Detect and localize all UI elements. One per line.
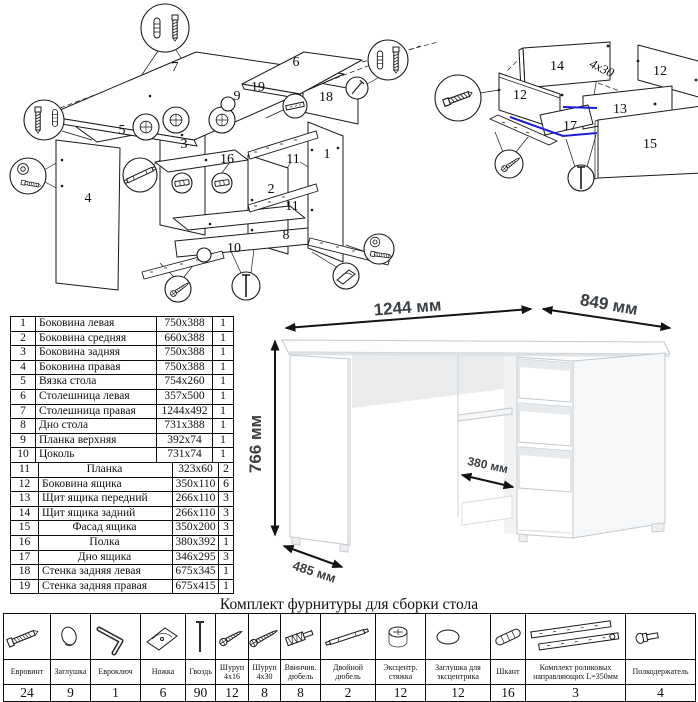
callout-dowel-piece bbox=[212, 173, 232, 193]
part-label: 14 bbox=[550, 59, 564, 74]
part-label: 18 bbox=[319, 90, 333, 105]
callout-screw bbox=[495, 150, 523, 178]
table-row: 14 Щит ящика задний 266x110 3 bbox=[11, 506, 234, 521]
table-row: 12 Боковина ящика 350x110 6 bbox=[11, 477, 234, 492]
table-row: 19 Стенка задняя правая 675x415 1 bbox=[11, 579, 234, 594]
table-row: 17 Дно ящика 346x295 3 bbox=[11, 550, 234, 565]
panel-left-4 bbox=[56, 140, 120, 290]
roller-slides-icon bbox=[526, 615, 622, 659]
table-row: 7 Столешница правая 1244x492 1 bbox=[11, 404, 234, 419]
callout-screw bbox=[165, 276, 191, 302]
callout-foot bbox=[333, 263, 359, 289]
callout-cap-screw bbox=[10, 158, 46, 194]
hardware-icons-row bbox=[4, 614, 696, 660]
dim-foot-label: 485 мм bbox=[290, 557, 338, 586]
parts-list-table-1 bbox=[10, 316, 234, 463]
callout-euroscrew bbox=[435, 75, 481, 121]
dim-height-label: 766 мм bbox=[246, 414, 265, 474]
part-label: 17 bbox=[563, 119, 577, 134]
part-label: 7 bbox=[171, 60, 179, 75]
callout-nail bbox=[568, 165, 594, 191]
table-row: 10 Цоколь 731x74 1 bbox=[11, 448, 234, 463]
part-label: 12 bbox=[653, 64, 667, 79]
part-label: 19 bbox=[251, 80, 265, 95]
threaded-dowel-icon bbox=[281, 615, 319, 659]
hardware-labels-row: Евровинт Заглушка Евроключ Ножка Гвоздь Шуруп 4x16 Шуруп 4x30 Ввинчив. дюбель Двойной дюбель Эксцентр. стяжка Заглушка для эксцентрика Шкант Комплект роликовых направляющих L=350мм Полкодержатель bbox=[4, 660, 696, 685]
part-label: 4 bbox=[84, 191, 92, 206]
callout-cap-euroscrew bbox=[364, 234, 394, 264]
part-label: 13 bbox=[613, 102, 627, 117]
euroscrew-icon bbox=[4, 615, 44, 659]
part-label: 11 bbox=[286, 152, 300, 167]
part-label: 9 bbox=[233, 89, 241, 104]
dim-width-label: 1244 мм bbox=[373, 295, 443, 320]
callout-rail bbox=[283, 94, 307, 118]
screw-4x16-icon bbox=[216, 615, 248, 659]
screw-size-annotation: 4х30 bbox=[587, 55, 617, 81]
part-label: 8 bbox=[282, 228, 290, 243]
desk-dimensions-figure bbox=[240, 290, 698, 595]
foot-icon bbox=[141, 615, 183, 659]
drawer-assembly-diagram bbox=[420, 20, 698, 235]
hardware-kit-title: Комплект фурнитуры для сборки стола bbox=[219, 596, 479, 613]
table-row: 18 Стенка задняя левая 675x345 1 bbox=[11, 565, 234, 580]
table-row: 2 Боковина средняя 660x388 1 bbox=[11, 331, 234, 346]
part-label: 6 bbox=[292, 55, 300, 70]
table-row: 13 Щит ящика передний 266x110 3 bbox=[11, 492, 234, 507]
part-label: 2 bbox=[267, 182, 275, 197]
hexkey-icon bbox=[91, 615, 135, 659]
callout-nail bbox=[346, 77, 368, 99]
hardware-kit-table bbox=[3, 613, 696, 702]
parts-list-table-2 bbox=[10, 462, 234, 594]
part-label: 16 bbox=[220, 152, 234, 167]
table-row: 16 Полка 380x392 1 bbox=[11, 535, 234, 550]
shelf-pin-icon bbox=[626, 615, 670, 659]
cap-icon bbox=[51, 615, 87, 659]
table-row: 6 Столешница левая 357x500 1 bbox=[11, 389, 234, 404]
hardware-qty-row: 24 9 1 6 90 12 8 8 2 12 12 16 3 4 bbox=[4, 685, 696, 702]
part-label: 10 bbox=[227, 241, 241, 256]
cam-cap-icon bbox=[426, 615, 470, 659]
table-row: 5 Вязка стола 754x260 1 bbox=[11, 375, 234, 390]
table-row: 11 Планка 323x60 2 bbox=[11, 463, 234, 478]
screw-4x30-icon bbox=[249, 615, 281, 659]
part-label: 5 bbox=[118, 123, 126, 138]
callout-euroscrew-dowel bbox=[24, 100, 64, 140]
wood-dowel-icon bbox=[491, 615, 525, 659]
dim-shelf-label: 380 мм bbox=[466, 453, 510, 477]
exploded-assembly-diagram bbox=[0, 0, 440, 308]
table-row: 4 Боковина правая 750x388 1 bbox=[11, 360, 234, 375]
callout-cam-lock bbox=[209, 107, 235, 133]
part-label: 12 bbox=[513, 88, 527, 103]
callout-dowel-euroscrew bbox=[368, 40, 408, 80]
part-label: 11 bbox=[285, 199, 299, 214]
table-row: 1 Боковина левая 750x388 1 bbox=[11, 317, 234, 332]
part-label: 15 bbox=[643, 137, 657, 152]
part-label: 3 bbox=[180, 137, 188, 152]
table-row: 3 Боковина задняя 750x388 1 bbox=[11, 346, 234, 361]
table-row: 9 Планка верхняя 392x74 1 bbox=[11, 433, 234, 448]
desk-render bbox=[282, 340, 670, 552]
callout-cam-lock bbox=[163, 107, 189, 133]
part-label: 1 bbox=[323, 147, 331, 162]
cam-lock-icon bbox=[376, 615, 420, 659]
callout-cam-lock bbox=[133, 114, 159, 140]
callout-dowel-euroscrew bbox=[141, 4, 189, 52]
double-dowel-icon bbox=[321, 615, 373, 659]
callout-dowel-piece bbox=[172, 173, 192, 193]
nail-icon bbox=[186, 615, 214, 659]
dim-depth-label: 849 мм bbox=[578, 290, 640, 319]
callout-double-dowel bbox=[123, 158, 157, 192]
table-row: 8 Дно стола 731x388 1 bbox=[11, 419, 234, 434]
table-row: 15 Фасад ящика 350x200 3 bbox=[11, 521, 234, 536]
